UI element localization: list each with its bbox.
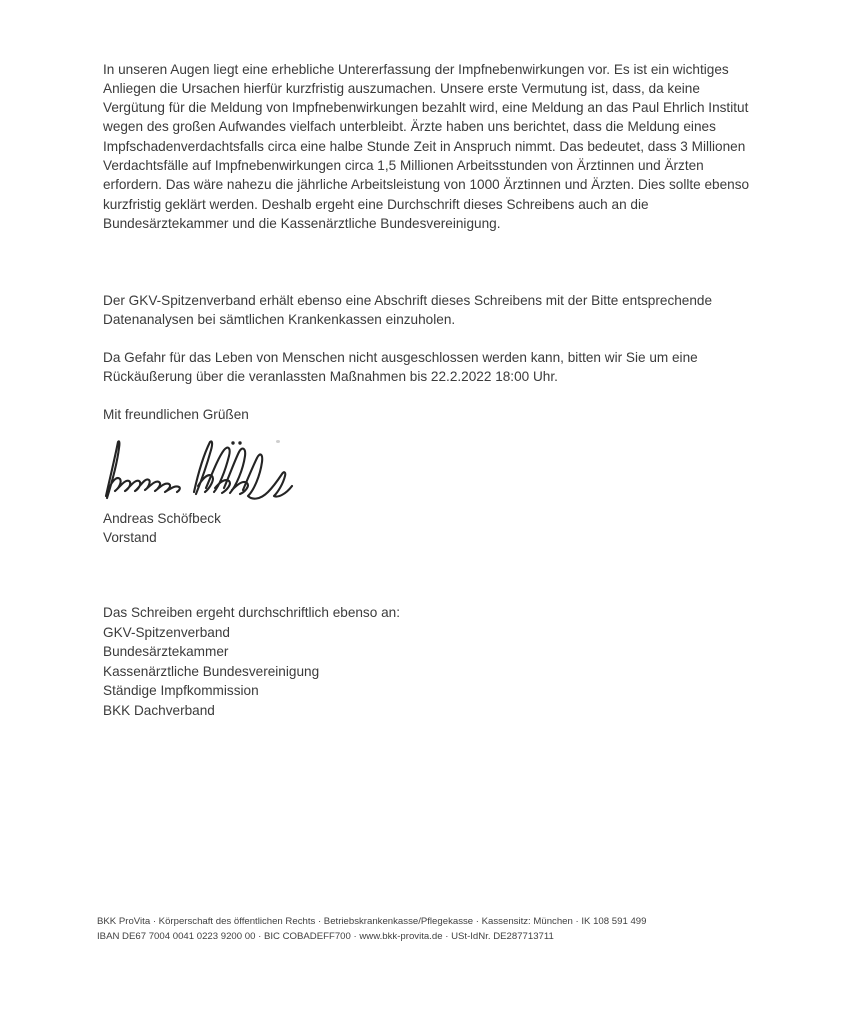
distribution-intro: Das Schreiben ergeht durchschriftlich ebenso an: bbox=[103, 605, 400, 620]
distribution-recipient-kbv: Kassenärztliche Bundesvereinigung bbox=[103, 663, 320, 679]
closing-salutation: Mit freundlichen Grüßen bbox=[103, 406, 249, 422]
paragraph-gkv-copy: Der GKV-Spitzenverband erhält ebenso eine Abschrift dieses Schreibens mit der Bitte entsprechende Datenanalysen bei sämtlichen Krankenkassen einzuholen. bbox=[103, 292, 713, 327]
footer-company-line: BKK ProVita · Körperschaft des öffentlichen Rechts · Betriebskrankenkasse/Pflegekasse · Kassensitz: München · IK 108 591 499 bbox=[97, 916, 647, 927]
distribution-recipient-stiko: Ständige Impfkommission bbox=[103, 683, 259, 698]
distribution-recipient-gkv: GKV-Spitzenverband bbox=[103, 624, 230, 640]
sender-name: Andreas Schöfbeck bbox=[103, 511, 221, 526]
distribution-recipient-bkk-dachverband: BKK Dachverband bbox=[103, 702, 215, 718]
paragraph-underreporting: In unseren Augen liegt eine erhebliche Untererfassung der Impfnebenwirkungen vor. Es ist ein wichtiges Anliegen die Ursachen hierfür kurzfristig auszumachen. Unsere erste Vermutung ist, dass, da keine Vergütung für die Meldung von Impfnebenwirkungen bezahlt wird, eine Meldung an das Paul Ehrlich Institut wegen des großen Aufwandes vielfach unterbleibt. Ärzte haben uns berichtet, dass die Meldung eines Impfschadenverdachtsfalls circa eine halbe Stunde Zeit in Anspruch nimmt. Das bedeutet, dass 3 Millionen Verdachtsfälle auf Impfnebenwirkungen circa 1,5 Millionen Arbeitsstunden von Ärztinnen und Ärzten erfordern. Das wäre nahezu die jährliche Arbeitsleistung von 1000 Ärztinnen und Ärzten. Dies sollte ebenso kurzfristig geklärt werden. Deshalb ergeht eine Durchschrift dieses Schreibens auch an die Bundesärztekammer und die Kassenärztliche Bundesvereinigung. bbox=[103, 61, 750, 231]
sender-title: Vorstand bbox=[103, 530, 157, 545]
scan-artifact-dot bbox=[276, 440, 280, 443]
distribution-recipient-bundesaerztekammer: Bundesärztekammer bbox=[103, 644, 229, 659]
distribution-list bbox=[103, 603, 759, 720]
paragraph-deadline: Da Gefahr für das Leben von Menschen nicht ausgeschlossen werden kann, bitten wir Sie um eine Rückäußerung über die veranlassten Maßnahmen bis 22.2.2022 18:00 Uhr. bbox=[103, 349, 698, 384]
footer-bank-line: IBAN DE67 7004 0041 0223 9200 00 · BIC COBADEFF700 · www.bkk-provita.de · USt-IdNr. DE287713711 bbox=[97, 930, 554, 942]
letter-footer bbox=[97, 915, 797, 944]
